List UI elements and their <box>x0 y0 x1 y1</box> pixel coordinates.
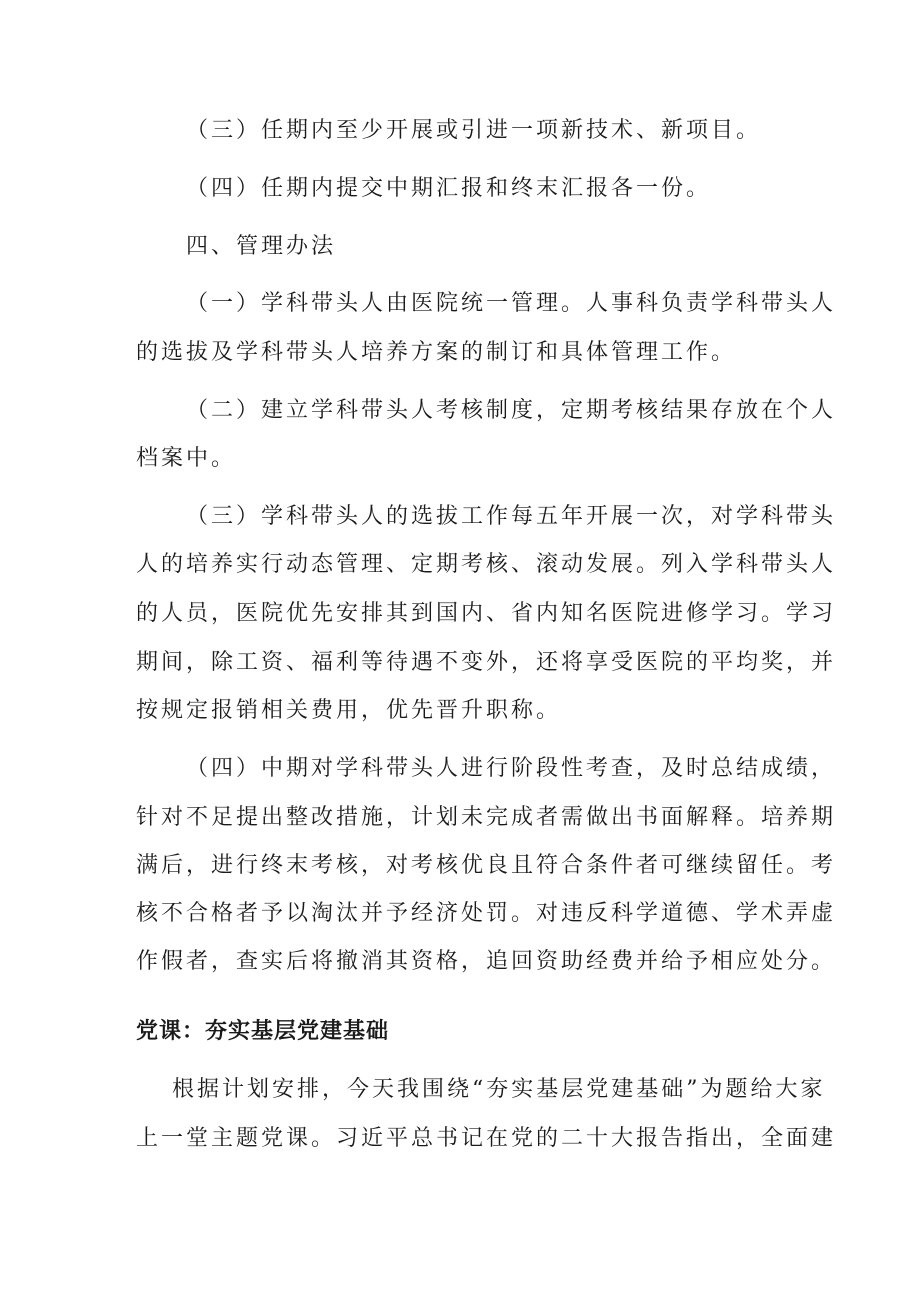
section-heading: 四、管理办法 <box>186 234 337 259</box>
paragraph-line: 人的培养实行动态管理、定期考核、滚动发展。列入学科带头人 <box>136 552 837 577</box>
paragraph-line: 核不合格者予以淘汰并予经济处罚。对违反科学道德、学术弄虚 <box>136 901 837 926</box>
paragraph-line: 根据计划安排，今天我围绕“夯实基层党建基础”为题给大家 <box>172 1077 826 1102</box>
paragraph-line: （三）任期内至少开展或引进一项新技术、新项目。 <box>186 118 762 143</box>
paragraph-line: 的人员，医院优先安排其到国内、省内知名医院进修学习。学习 <box>136 601 837 626</box>
paragraph-line: （四）中期对学科带头人进行阶段性考查，及时总结成绩， <box>186 756 837 781</box>
paragraph-line: 的选拔及学科带头人培养方案的制订和具体管理工作。 <box>136 340 737 365</box>
paragraph-line: 上一堂主题党课。习近平总书记在党的二十大报告指出，全面建 <box>136 1126 837 1151</box>
paragraph-line: （四）任期内提交中期汇报和终末汇报各一份。 <box>186 176 712 201</box>
paragraph-line: 满后，进行终末考核，对考核优良且符合条件者可继续留任。考 <box>136 853 837 878</box>
paragraph-line: （三）学科带头人的选拔工作每五年开展一次，对学科带头 <box>186 504 837 529</box>
paragraph-line: 按规定报销相关费用，优先晋升职称。 <box>136 698 562 723</box>
paragraph-line: 针对不足提出整改措施，计划未完成者需做出书面解释。培养期 <box>136 805 837 830</box>
paragraph-line: 档案中。 <box>136 446 237 471</box>
paragraph-line: （一）学科带头人由医院统一管理。人事科负责学科带头人 <box>186 291 837 316</box>
paragraph-line: 作假者，查实后将撤消其资格，追回资助经费并给予相应处分。 <box>136 949 837 974</box>
section-title: 党课：夯实基层党建基础 <box>136 1019 390 1044</box>
paragraph-line: （二）建立学科带头人考核制度，定期考核结果存放在个人 <box>186 398 837 423</box>
paragraph-line: 期间，除工资、福利等待遇不变外，还将享受医院的平均奖，并 <box>136 650 837 675</box>
